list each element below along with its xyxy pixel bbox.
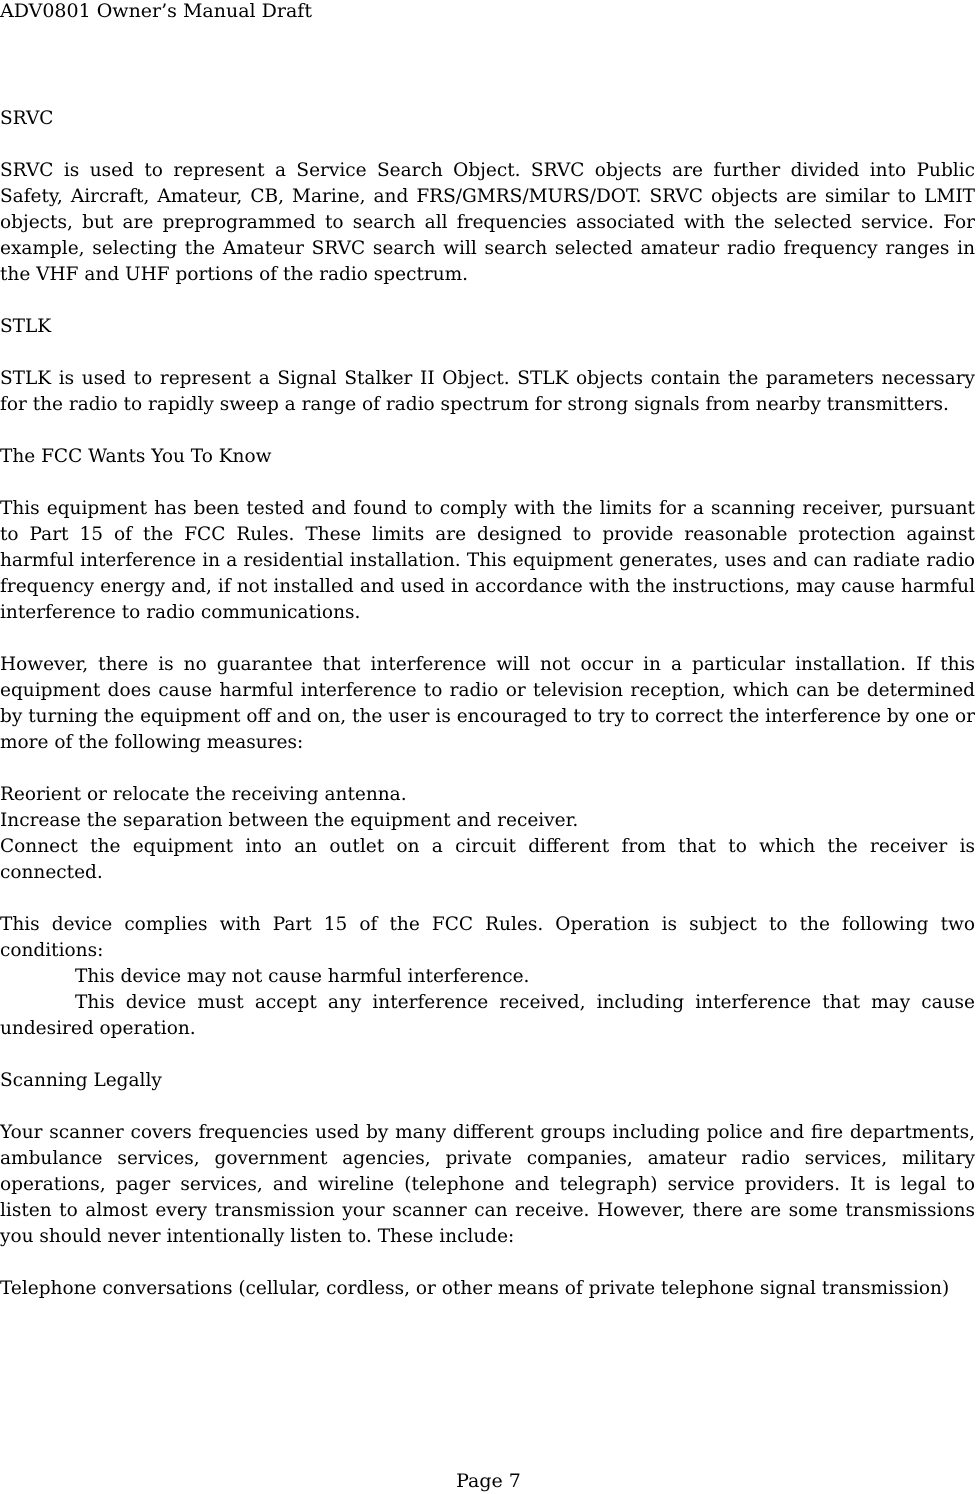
fcc-paragraph-1: This equipment has been tested and found to comply with the limits for a scanning receiver, pursuant to Part 15 of the FCC Rules. These limits are designed to provide reasonable protection against harmful interference in a residential installation. This equipment generates, uses and can radiate radio frequency energy and, if not installed and used in accordance with the instructions, may cause harmful interference to radio communications. <box>0 498 975 623</box>
condition-text: This device may not cause harmful interference. <box>75 966 530 987</box>
measure-item: Increase the separation between the equipment and receiver. <box>0 810 579 831</box>
page-header: ADV0801 Owner’s Manual Draft <box>0 0 312 22</box>
fcc-paragraph-2: However, there is no guarantee that interference will not occur in a particular installation. If this equipment does cause harmful interference to radio or television reception, which can be determined by turning the equipment off and on, the user is encouraged to try to correct the interference by one or more of the following measures: <box>0 654 975 753</box>
page-body <box>0 106 975 1328</box>
condition-text: This device must accept any interference received, including interference that may cause undesired operation. <box>0 992 975 1039</box>
compliance-block <box>0 912 975 1042</box>
fcc-heading: The FCC Wants You To Know <box>0 446 272 467</box>
page-number: Page 7 <box>456 1470 521 1492</box>
measure-item: Reorient or relocate the receiving antenna. <box>0 784 407 805</box>
condition-item <box>0 990 975 1042</box>
measures-list <box>0 782 975 886</box>
legal-paragraph: Your scanner covers frequencies used by many different groups including police and fire departments, ambulance services, government agencies, private companies, amateur radio services, military operations, pager services, and wireline (telephone and telegraph) service providers. It is legal to listen to almost every transmission your scanner can receive. However, there are some transmissions you should never intentionally listen to. These include: <box>0 1122 975 1247</box>
stlk-paragraph: STLK is used to represent a Signal Stalker II Object. STLK objects contain the parameters necessary for the radio to rapidly sweep a range of radio spectrum for strong signals from nearby transmitters. <box>0 368 975 415</box>
stlk-heading: STLK <box>0 316 52 337</box>
srvc-paragraph: SRVC is used to represent a Service Search Object. SRVC objects are further divided into Public Safety, Aircraft, Amateur, CB, Marine, and FRS/GMRS/MURS/DOT. SRVC objects are similar to LMIT objects, but are preprogrammed to search all frequencies associated with the selected service. For example, selecting the Amateur SRVC search will search selected amateur radio frequency ranges in the VHF and UHF portions of the radio spectrum. <box>0 160 975 285</box>
srvc-heading: SRVC <box>0 108 54 129</box>
compliance-paragraph: This device complies with Part 15 of the FCC Rules. Operation is subject to the following two conditions: <box>0 914 975 961</box>
condition-item <box>0 964 975 990</box>
telephone-paragraph: Telephone conversations (cellular, cordless, or other means of private telephone signal transmission) <box>0 1278 950 1299</box>
legal-heading: Scanning Legally <box>0 1070 162 1091</box>
measure-item: Connect the equipment into an outlet on a circuit different from that to which the receiver is connected. <box>0 836 975 883</box>
